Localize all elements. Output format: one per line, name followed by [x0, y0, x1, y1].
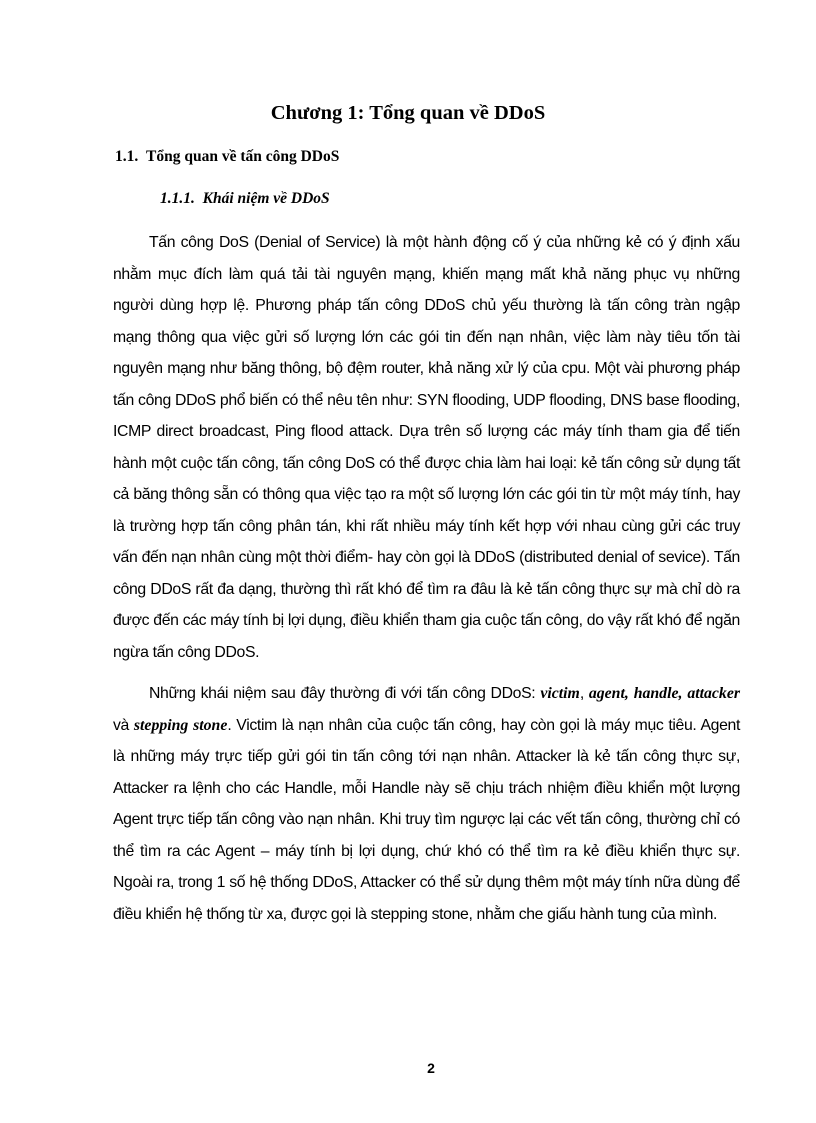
- chapter-title: Chương 1: Tổng quan về DDoS: [270, 102, 546, 124]
- term-agent-handle-attacker: agent, handle, attacker: [588, 685, 740, 702]
- paragraph-concepts-intro: Những khái niệm sau đây thường đi với tấn công DDoS:: [149, 685, 541, 702]
- term-stepping-stone: stepping stone: [133, 716, 228, 734]
- section-heading: [115, 148, 339, 166]
- subsection-title: Khái niệm về DDoS: [202, 190, 330, 207]
- subsection-number: 1.1.1.: [160, 190, 195, 207]
- section-title: Tổng quan về tấn công DDoS: [146, 148, 340, 165]
- term-separator: và: [113, 716, 134, 734]
- subsection-heading: [160, 190, 330, 208]
- page-number: 2: [427, 1060, 435, 1076]
- paragraph-definition: Tấn công DoS (Denial of Service) là một hành động cố ý của những kẻ có ý định xấu nhằm mục đích làm quá tải tài nguyên mạng, khiến mạng mất khả năng phục vụ những người dùng hợp lệ. Phương pháp tấn công DDoS chủ yếu thường là tấn công tràn ngập mạng thông qua việc gửi số lượng lớn các gói tin đến nạn nhân, việc làm này tiêu tốn tài nguyên mạng như băng thông, bộ đệm router, khả năng xử lý của cpu. Một vài phương pháp tấn công DDoS phổ biến có thể nêu tên như: SYN flooding, UDP flooding, DNS base flooding, ICMP direct broadcast, Ping flood attack. Dựa trên số lượng các máy tính tham gia để tiến hành một cuộc tấn công, tấn công DoS có thể được chia làm hai loại: kẻ tấn công sử dụng tất cả băng thông sẵn có thông qua việc tạo ra một số lượng lớn các gói tin từ một máy tính, hay là trường hợp tấn công phân tán, khi rất nhiều máy tính kết hợp với nhau cùng gửi các truy vấn đến nạn nhân cùng một thời điểm- hay còn gọi là DDoS (distributed denial of sevice). Tấn công DDoS rất đa dạng, thường thì rất khó để tìm ra đâu là kẻ tấn công thực sự mà chỉ dò ra được đến các máy tính bị lợi dụng, điều khiển tham gia cuộc tấn công, do vậy rất khó để ngăn ngừa tấn công DDoS.: [113, 234, 740, 661]
- term-victim: victim: [540, 685, 580, 702]
- section-number: 1.1.: [115, 148, 139, 165]
- paragraph-concepts-body: . Victim là nạn nhân của cuộc tấn công, hay còn gọi là máy mục tiêu. Agent là những máy trực tiếp gửi gói tin tấn công tới nạn nhân. Attacker là kẻ tấn công thực sự, Attacker ra lệnh cho các Handle, mỗi Handle này sẽ chịu trách nhiệm điều khiển một lượng Agent trực tiếp tấn công vào nạn nhân. Khi truy tìm ngược lại các vết tấn công, thường chỉ có thể tìm ra các Agent – máy tính bị lợi dụng, chứ khó có thể tìm ra kẻ điều khiển thực sự. Ngoài ra, trong 1 số hệ thống DDoS, Attacker có thể sử dụng thêm một máy tính nữa dùng để điều khiển hệ thống từ xa, được gọi là stepping stone, nhằm che giấu hành tung của mình.: [113, 716, 740, 923]
- term-separator: ,: [579, 685, 589, 702]
- paragraph-concepts: [113, 678, 740, 930]
